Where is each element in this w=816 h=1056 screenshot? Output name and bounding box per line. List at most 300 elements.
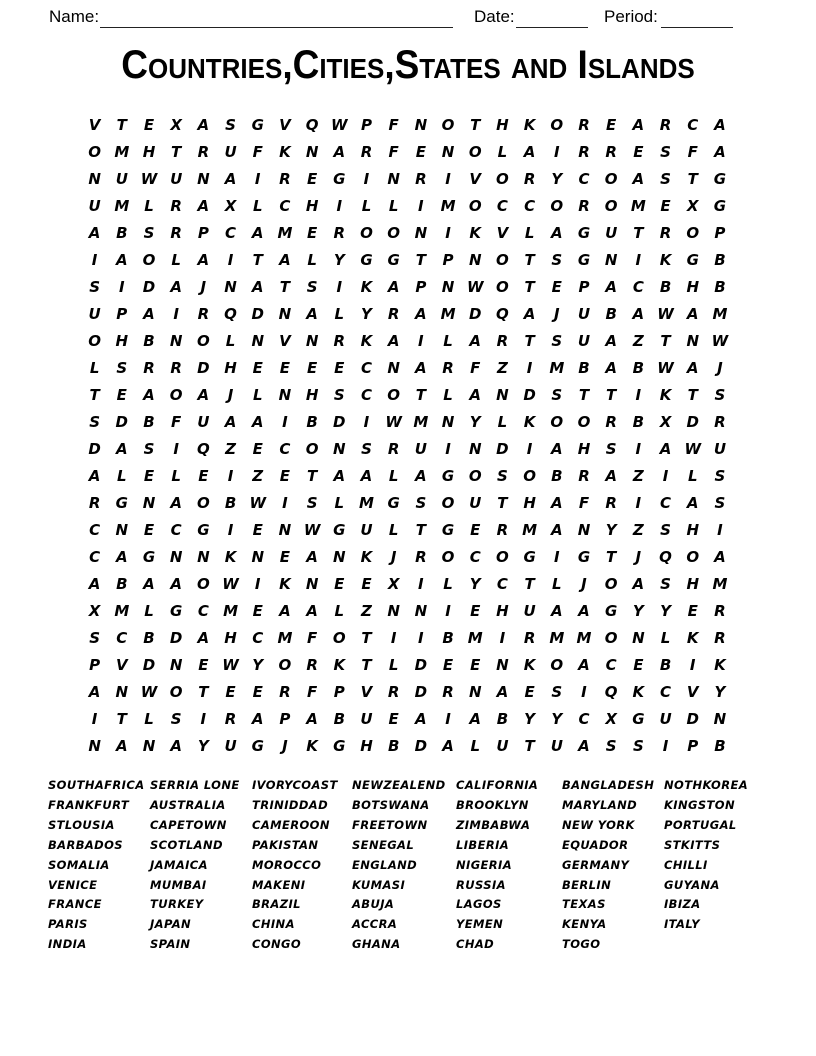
grid-letter: E — [279, 548, 291, 566]
puzzle-title: Countries,Cities,States and Islands — [121, 42, 695, 87]
word-list-column — [48, 776, 150, 955]
grid-letter: R — [496, 521, 509, 539]
grid-letter: I — [553, 143, 560, 161]
grid-letter: S — [551, 251, 563, 269]
grid-letter: E — [606, 116, 617, 134]
grid-letter: M — [467, 629, 483, 647]
grid-letter: N — [115, 683, 129, 701]
grid-letter: C — [578, 710, 590, 728]
grid-letter: D — [169, 629, 183, 647]
grid-letter: T — [361, 656, 372, 674]
grid-letter: O — [196, 494, 210, 512]
grid-letter: E — [306, 224, 318, 242]
grid-letter: H — [686, 521, 699, 539]
grid-letter: M — [630, 197, 646, 215]
grid-letter: R — [714, 413, 726, 431]
grid-letter: Z — [496, 359, 508, 377]
grid-letter: I — [499, 629, 506, 647]
grid-letter: A — [605, 359, 617, 377]
grid-letter: T — [660, 332, 671, 350]
grid-row — [81, 112, 734, 139]
grid-letter: K — [523, 413, 536, 431]
grid-letter: D — [414, 683, 428, 701]
grid-row — [81, 382, 734, 409]
grid-letter: A — [251, 413, 264, 431]
grid-letter: L — [171, 251, 181, 269]
grid-letter: R — [387, 683, 400, 701]
grid-letter: H — [523, 494, 536, 512]
grid-letter: N — [333, 548, 346, 566]
grid-letter: E — [306, 359, 318, 377]
grid-letter: R — [578, 197, 590, 215]
grid-letter: I — [282, 494, 288, 512]
grid-letter: S — [660, 143, 671, 161]
grid-letter: E — [524, 683, 535, 701]
grid-letter: G — [197, 521, 210, 539]
grid-letter: V — [360, 683, 373, 701]
grid-letter: G — [577, 548, 591, 566]
word-list-item: SERRIA LONE — [150, 778, 240, 792]
grid-letter: F — [171, 413, 182, 431]
grid-letter: B — [659, 656, 672, 674]
grid-letter: L — [443, 332, 453, 350]
grid-letter: P — [714, 224, 726, 242]
grid-letter: O — [387, 386, 401, 404]
grid-letter: H — [686, 575, 699, 593]
worksheet-header — [0, 7, 816, 33]
grid-letter: N — [224, 278, 237, 296]
word-list-item: SOMALIA — [48, 857, 110, 872]
grid-letter: B — [714, 278, 726, 296]
grid-letter: V — [88, 116, 101, 134]
grid-letter: T — [606, 548, 617, 566]
puzzle-grid — [81, 112, 734, 760]
grid-letter: A — [415, 359, 427, 377]
grid-letter: U — [605, 224, 618, 242]
grid-letter: A — [251, 278, 264, 296]
grid-row — [81, 193, 734, 220]
word-list-item: SENEGAL — [352, 837, 415, 852]
grid-row — [81, 517, 734, 544]
grid-letter: N — [251, 548, 264, 566]
grid-letter: H — [577, 440, 591, 458]
grid-letter: U — [713, 440, 726, 458]
word-list-item: BANGLADESH — [562, 778, 655, 792]
grid-letter: L — [497, 143, 508, 161]
grid-letter: I — [526, 440, 533, 458]
grid-letter: X — [659, 413, 672, 431]
grid-letter: A — [550, 440, 563, 458]
grid-letter: S — [333, 386, 345, 404]
grid-letter: A — [578, 656, 590, 674]
grid-letter: E — [334, 359, 345, 377]
grid-letter: B — [224, 494, 237, 512]
grid-letter: H — [360, 737, 373, 755]
grid-letter: I — [526, 359, 533, 377]
grid-letter: I — [662, 467, 669, 485]
grid-letter: M — [277, 224, 293, 242]
grid-letter: I — [418, 197, 424, 215]
grid-letter: T — [279, 278, 291, 296]
grid-letter: G — [686, 251, 699, 269]
grid-letter: L — [443, 575, 453, 593]
grid-letter: L — [687, 467, 698, 485]
grid-letter: R — [523, 170, 536, 188]
grid-letter: M — [359, 494, 374, 512]
grid-letter: W — [657, 305, 674, 323]
grid-letter: N — [577, 521, 591, 539]
grid-letter: G — [142, 548, 156, 566]
grid-letter: Z — [632, 467, 644, 485]
grid-letter: T — [116, 710, 127, 728]
grid-letter: G — [387, 251, 400, 269]
grid-letter: T — [524, 332, 535, 350]
grid-letter: N — [632, 629, 645, 647]
word-list-item: MOROCCO — [252, 857, 322, 872]
grid-letter: G — [115, 494, 128, 512]
word-list-item: FRANCE — [48, 897, 102, 912]
grid-letter: S — [714, 494, 726, 512]
grid-letter: Y — [551, 710, 563, 728]
grid-letter: Z — [361, 602, 372, 620]
word-list-item: CHAD — [456, 937, 495, 952]
grid-letter: I — [635, 494, 642, 512]
word-list-item: TEXAS — [562, 897, 606, 912]
grid-letter: R — [605, 413, 617, 431]
grid-letter: K — [659, 386, 672, 404]
word-list-item: PARIS — [48, 917, 88, 932]
grid-letter: E — [252, 359, 263, 377]
grid-letter: I — [662, 737, 669, 755]
grid-letter: S — [551, 386, 563, 404]
grid-letter: D — [197, 359, 210, 377]
grid-letter: R — [442, 359, 454, 377]
word-list-item: BOTSWANA — [352, 797, 430, 812]
grid-letter: G — [632, 710, 645, 728]
grid-letter: K — [469, 224, 482, 242]
grid-row — [81, 328, 734, 355]
word-list-item: IBIZA — [664, 897, 701, 912]
word-list-item: AUSTRALIA — [150, 797, 226, 812]
grid-letter: R — [714, 629, 726, 647]
grid-row — [81, 625, 734, 652]
grid-letter: S — [225, 116, 236, 134]
word-list-item: MAKENI — [252, 877, 306, 892]
grid-letter: N — [441, 278, 455, 296]
grid-row — [81, 409, 734, 436]
grid-letter: A — [714, 143, 726, 161]
grid-letter: J — [390, 548, 397, 566]
grid-letter: R — [197, 305, 210, 323]
word-list-item: GUYANA — [664, 877, 720, 892]
grid-letter: K — [360, 332, 373, 350]
word-list-item: MARYLAND — [562, 797, 638, 812]
grid-letter: I — [635, 440, 642, 458]
grid-letter: R — [279, 170, 291, 188]
grid-letter: G — [251, 737, 264, 755]
grid-letter: M — [277, 629, 293, 647]
grid-letter: Q — [496, 305, 509, 323]
word-list-item: NIGERIA — [456, 857, 513, 872]
word-list-column — [252, 776, 352, 955]
grid-letter: B — [632, 413, 645, 431]
grid-letter: U — [224, 143, 237, 161]
grid-letter: X — [387, 575, 400, 593]
grid-letter: T — [687, 386, 698, 404]
grid-letter: N — [686, 332, 699, 350]
grid-letter: Y — [469, 575, 481, 593]
grid-letter: O — [332, 629, 346, 647]
grid-letter: E — [633, 656, 644, 674]
grid-letter: I — [227, 467, 234, 485]
grid-letter: G — [713, 197, 727, 215]
grid-letter: H — [496, 116, 509, 134]
word-list-item: NEW YORK — [562, 817, 635, 832]
grid-letter: O — [169, 683, 183, 701]
grid-letter: L — [171, 467, 181, 485]
grid-letter: T — [470, 116, 481, 134]
grid-letter: N — [305, 332, 319, 350]
grid-letter: X — [88, 602, 101, 620]
grid-letter: O — [577, 413, 591, 431]
grid-letter: M — [549, 359, 565, 377]
word-list-item: KENYA — [562, 917, 607, 932]
grid-letter: A — [632, 575, 645, 593]
grid-letter: A — [605, 467, 617, 485]
grid-letter: J — [717, 359, 723, 377]
grid-row — [81, 436, 734, 463]
grid-letter: B — [442, 629, 454, 647]
grid-letter: N — [333, 440, 346, 458]
grid-letter: E — [361, 575, 372, 593]
grid-letter: H — [305, 386, 319, 404]
grid-letter: Z — [632, 332, 644, 350]
grid-letter: L — [524, 224, 535, 242]
grid-letter: H — [142, 143, 156, 161]
grid-letter: E — [388, 710, 399, 728]
grid-letter: O — [305, 440, 319, 458]
grid-letter: N — [251, 332, 264, 350]
grid-letter: N — [88, 737, 101, 755]
grid-letter: J — [635, 548, 642, 566]
grid-letter: A — [714, 116, 726, 134]
grid-letter: U — [170, 170, 183, 188]
grid-letter: D — [88, 440, 101, 458]
grid-letter: U — [550, 737, 563, 755]
grid-letter: O — [441, 548, 455, 566]
grid-letter: S — [551, 683, 563, 701]
grid-letter: R — [88, 494, 101, 512]
word-list-item: RUSSIA — [456, 877, 506, 892]
grid-letter: T — [306, 467, 318, 485]
grid-letter: W — [222, 575, 239, 593]
grid-letter: S — [605, 737, 617, 755]
grid-letter: H — [686, 278, 699, 296]
grid-letter: E — [279, 359, 291, 377]
grid-letter: O — [468, 197, 482, 215]
grid-letter: X — [605, 710, 617, 728]
grid-letter: M — [413, 413, 429, 431]
grid-letter: A — [279, 251, 291, 269]
grid-letter: O — [604, 629, 618, 647]
grid-letter: O — [88, 143, 101, 161]
grid-letter: S — [660, 170, 671, 188]
grid-letter: B — [116, 224, 128, 242]
grid-letter: U — [659, 710, 672, 728]
grid-letter: E — [279, 467, 291, 485]
grid-letter: S — [714, 467, 726, 485]
grid-letter: R — [659, 116, 672, 134]
date-blank-line — [516, 7, 588, 28]
grid-row — [81, 247, 734, 274]
grid-letter: M — [712, 305, 728, 323]
grid-letter: O — [604, 170, 618, 188]
grid-letter: M — [440, 305, 456, 323]
grid-letter: R — [224, 710, 237, 728]
grid-letter: A — [306, 710, 318, 728]
grid-letter: A — [306, 602, 318, 620]
grid-letter: A — [143, 305, 155, 323]
grid-letter: I — [227, 521, 234, 539]
grid-letter: P — [116, 305, 128, 323]
date-label: Date: — [474, 7, 515, 26]
grid-letter: I — [445, 710, 451, 728]
grid-letter: S — [170, 710, 182, 728]
grid-letter: D — [468, 305, 482, 323]
grid-letter: E — [551, 278, 562, 296]
grid-letter: S — [143, 224, 155, 242]
grid-letter: N — [604, 251, 618, 269]
grid-letter: N — [169, 548, 183, 566]
word-list-item: BARBADOS — [48, 837, 123, 852]
grid-letter: A — [115, 440, 128, 458]
grid-letter: J — [581, 575, 587, 593]
grid-letter: I — [635, 386, 642, 404]
grid-letter: E — [116, 386, 127, 404]
grid-letter: O — [686, 548, 700, 566]
grid-letter: E — [198, 656, 209, 674]
grid-letter: C — [496, 575, 508, 593]
grid-letter: T — [578, 386, 590, 404]
grid-letter: A — [415, 305, 427, 323]
grid-letter: L — [388, 656, 399, 674]
grid-row — [81, 301, 734, 328]
grid-letter: R — [605, 143, 617, 161]
grid-letter: B — [496, 710, 509, 728]
grid-letter: K — [632, 683, 645, 701]
grid-letter: T — [524, 737, 535, 755]
grid-letter: E — [143, 521, 155, 539]
grid-letter: R — [578, 143, 590, 161]
grid-letter: T — [116, 116, 127, 134]
grid-letter: Y — [252, 656, 264, 674]
word-list-item: YEMEN — [456, 917, 504, 932]
grid-row — [81, 679, 734, 706]
grid-letter: N — [142, 494, 156, 512]
grid-letter: S — [551, 332, 563, 350]
grid-letter: L — [497, 413, 508, 431]
grid-letter: P — [197, 224, 209, 242]
grid-letter: C — [605, 656, 617, 674]
grid-row — [81, 274, 734, 301]
grid-letter: U — [88, 305, 101, 323]
grid-letter: A — [387, 332, 400, 350]
word-list-item: PORTUGAL — [664, 817, 737, 832]
grid-letter: K — [224, 548, 237, 566]
grid-letter: R — [659, 224, 672, 242]
grid-letter: O — [360, 224, 373, 242]
grid-letter: A — [170, 575, 182, 593]
grid-letter: T — [361, 629, 372, 647]
word-list-item: IVORYCOAST — [252, 778, 338, 792]
grid-letter: Y — [660, 602, 671, 620]
grid-letter: A — [686, 494, 699, 512]
grid-letter: S — [660, 521, 671, 539]
grid-letter: Z — [225, 440, 236, 458]
grid-letter: A — [469, 710, 482, 728]
grid-letter: K — [523, 656, 536, 674]
grid-letter: A — [632, 116, 645, 134]
word-list-item: CAPETOWN — [150, 817, 227, 832]
grid-letter: O — [496, 251, 509, 269]
grid-letter: P — [89, 656, 101, 674]
grid-letter: E — [415, 143, 426, 161]
word-list-item: ITALY — [664, 917, 700, 932]
grid-letter: N — [441, 143, 455, 161]
word-list-column — [352, 776, 456, 955]
word-list-item: JAMAICA — [150, 857, 208, 872]
word-list-item: NOTHKOREA — [664, 778, 749, 792]
grid-letter: P — [578, 278, 590, 296]
grid-letter: T — [633, 224, 644, 242]
grid-letter: A — [251, 710, 264, 728]
grid-letter: E — [198, 467, 209, 485]
grid-letter: O — [604, 575, 618, 593]
grid-letter: R — [415, 170, 427, 188]
grid-letter: U — [577, 332, 591, 350]
grid-letter: M — [114, 197, 130, 215]
word-list-item: CAMEROON — [252, 817, 330, 832]
grid-letter: Q — [604, 683, 618, 701]
grid-letter: D — [686, 413, 699, 431]
grid-letter: C — [197, 602, 209, 620]
grid-letter: D — [142, 278, 156, 296]
grid-letter: R — [197, 143, 210, 161]
grid-letter: F — [252, 143, 263, 161]
word-list-item: MUMBAI — [150, 877, 207, 892]
grid-letter: O — [496, 278, 509, 296]
grid-letter: G — [577, 224, 591, 242]
word-list-item: JAPAN — [150, 917, 192, 932]
word-list-item: SCOTLAND — [150, 837, 223, 852]
grid-letter: D — [115, 413, 128, 431]
word-list-item: GERMANY — [562, 857, 630, 872]
grid-letter: Y — [361, 305, 372, 323]
grid-letter: R — [605, 494, 617, 512]
grid-letter: T — [171, 143, 182, 161]
grid-letter: N — [387, 170, 400, 188]
word-list-item: ZIMBABWA — [456, 817, 531, 832]
grid-letter: A — [632, 170, 645, 188]
word-list-item: EQUADOR — [562, 837, 629, 852]
grid-letter: B — [143, 629, 155, 647]
grid-letter: N — [88, 170, 101, 188]
grid-letter: E — [470, 521, 481, 539]
grid-letter: S — [116, 359, 128, 377]
grid-letter: L — [225, 332, 236, 350]
grid-letter: O — [496, 548, 509, 566]
word-list-item: NEWZEALEND — [352, 778, 446, 792]
